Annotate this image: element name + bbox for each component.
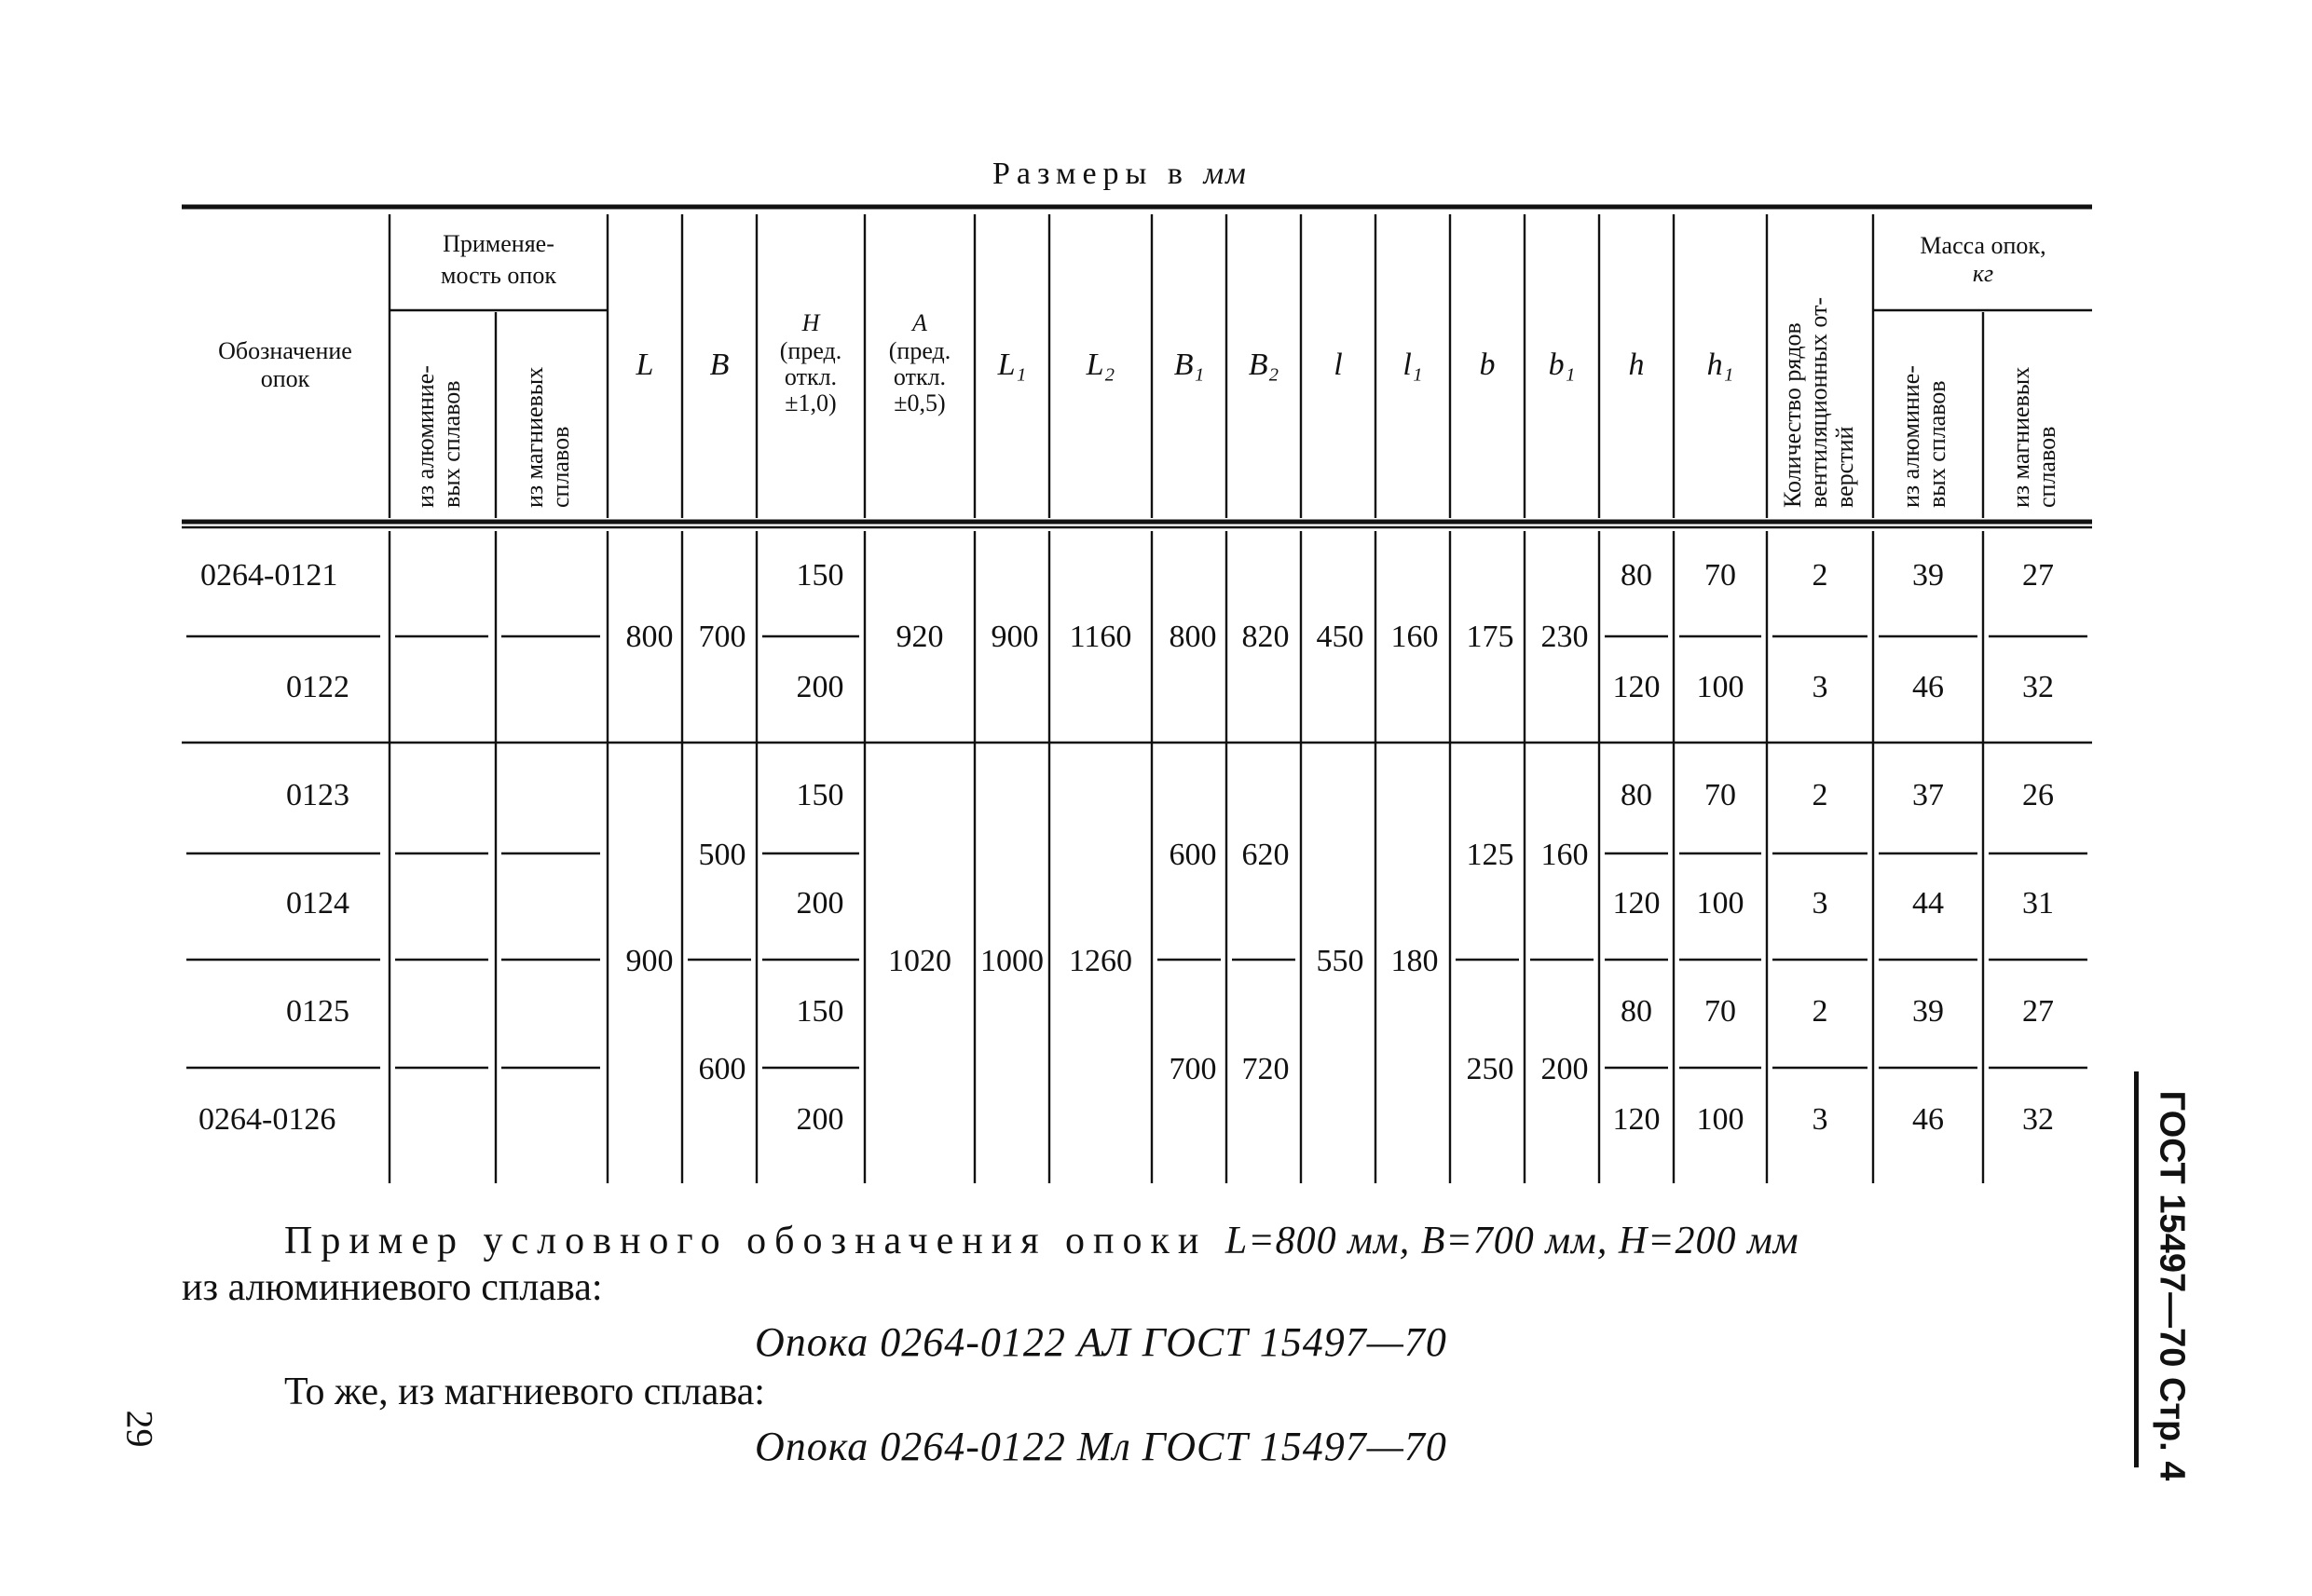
row-3-mass-mg: 31 [2022,886,2054,921]
row-5-mass-al: 46 [1912,1102,1944,1137]
row-0-h: 80 [1621,558,1652,593]
example-line-1 [284,1219,1799,1263]
row-0-h1: 70 [1704,558,1736,593]
g1-b1: 230 [1540,620,1589,654]
row-2-h: 80 [1621,778,1652,812]
hdr-h: h [1628,348,1645,382]
g1-L2: 1160 [1069,620,1132,654]
hdr-appl-mg-2: сплавов [547,426,574,508]
g2-L: 900 [625,944,674,978]
units-unit: мм [1203,157,1248,191]
row-2-mass-al: 37 [1912,778,1944,812]
units-prefix: Размеры в [992,157,1189,191]
hdr-appl-mg-1: из магниевых [521,366,548,508]
example-intro: Пример условного обозначения опоки [284,1220,1208,1262]
hdr-mass-mg-1: из магниевых [2007,366,2034,508]
hdr-A: A [912,309,927,336]
side-standard-label: ГОСТ 15497—70 Стр. 4 [2152,1090,2192,1481]
g1-L1: 900 [991,620,1039,654]
hdr-mass-al-2: вых сплавов [1923,380,1950,508]
row-4-vent: 2 [1812,994,1828,1029]
hdr-designation-2: опок [260,365,310,392]
row-3-h: 120 [1612,886,1661,921]
hdr-A-2: (пред. [888,337,951,364]
row-0-mass-mg: 27 [2022,558,2054,593]
hdr-A-4: ±0,5) [894,389,946,416]
hdr-applicability-1: Применяе- [443,230,554,257]
hdr-B2: B₂ [1248,348,1279,382]
g1-B1: 800 [1169,620,1217,654]
hdr-mass-1: Масса опок, [1920,232,2046,259]
hdr-H-4: ±1,0) [785,389,837,416]
example-line-2: То же, из магниевого сплава: [284,1371,765,1413]
g2-B-b: 600 [698,1052,746,1086]
hdr-l1: l₁ [1402,348,1423,382]
page-number: 29 [118,1410,161,1448]
hdr-h1: h₁ [1706,348,1734,382]
hdr-L: L [636,348,654,382]
side-rule [2134,1071,2139,1467]
row-5-h1: 100 [1696,1102,1744,1137]
hdr-mass-mg-2: сплавов [2033,426,2060,508]
g1-B: 700 [698,620,746,654]
row-1-h1: 100 [1696,670,1744,704]
row-5-vent: 3 [1812,1102,1828,1137]
row-3-mass-al: 44 [1912,886,1944,921]
hdr-L1: L₁ [997,348,1027,382]
g1-A: 920 [896,620,944,654]
row-4-designation: 0125 [286,994,349,1029]
g2-L1: 1000 [980,944,1044,978]
example-params: L=800 мм, B=700 мм, H=200 мм [1224,1220,1799,1262]
g2-l: 550 [1316,944,1364,978]
hdr-H-2: (пред. [779,337,842,364]
g1-L: 800 [625,620,674,654]
row-1-designation: 0122 [286,670,349,704]
g1-l: 450 [1316,620,1364,654]
row-4-mass-al: 39 [1912,994,1944,1029]
row-2-mass-mg: 26 [2022,778,2054,812]
g2-l1: 180 [1390,944,1439,978]
row-0-vent: 2 [1812,558,1828,593]
g2-L2: 1260 [1069,944,1132,978]
row-3-designation: 0124 [286,886,349,921]
example-line-1b: из алюминиевого сплава: [182,1266,603,1309]
example-code-al: Опока 0264-0122 АЛ ГОСТ 15497—70 [755,1319,1447,1365]
row-0-designation: 0264-0121 [200,558,338,593]
example-code-mg: Опока 0264-0122 Мл ГОСТ 15497—70 [755,1424,1447,1469]
g2-B-a: 500 [698,838,746,872]
row-1-h: 120 [1612,670,1661,704]
row-2-H: 150 [796,778,844,812]
hdr-b1: b₁ [1548,348,1576,382]
row-2-h1: 70 [1704,778,1736,812]
hdr-l: l [1334,348,1343,382]
row-1-H: 200 [796,670,844,704]
row-3-h1: 100 [1696,886,1744,921]
row-4-H: 150 [796,994,844,1029]
g2-B1-a: 600 [1169,838,1217,872]
g2-A: 1020 [888,944,951,978]
header-labels [218,230,2060,508]
g2-B1-b: 700 [1169,1052,1217,1086]
g2-b1-a: 160 [1540,838,1589,872]
row-3-vent: 3 [1812,886,1828,921]
hdr-A-3: откл. [893,363,947,390]
row-2-designation: 0123 [286,778,349,812]
row-4-h: 80 [1621,994,1652,1029]
row-1-mass-mg: 32 [2022,670,2054,704]
row-2-vent: 2 [1812,778,1828,812]
row-5-h: 120 [1612,1102,1661,1137]
g1-b: 175 [1466,620,1514,654]
hdr-vent-2: вентиляционных от- [1805,296,1832,508]
g2-B2-b: 720 [1241,1052,1290,1086]
g2-b1-b: 200 [1540,1052,1589,1086]
row-4-mass-mg: 27 [2022,994,2054,1029]
g1-B2: 820 [1241,620,1290,654]
hdr-appl-al-2: вых сплавов [438,380,465,508]
hdr-mass-2: кг [1972,260,1994,287]
row-5-H: 200 [796,1102,844,1137]
row-1-vent: 3 [1812,670,1828,704]
row-5-designation: 0264-0126 [198,1102,336,1137]
hdr-mass-al-1: из алюминие- [1897,365,1924,508]
row-5-mass-mg: 32 [2022,1102,2054,1137]
hdr-b: b [1479,348,1496,382]
hdr-B: B [709,348,730,382]
row-0-mass-al: 39 [1912,558,1944,593]
hdr-B1: B₁ [1173,348,1205,382]
hdr-H: H [801,309,820,336]
row-1-mass-al: 46 [1912,670,1944,704]
row-separators [182,636,2092,1068]
row-3-H: 200 [796,886,844,921]
hdr-appl-al-1: из алюминие- [412,365,439,508]
row-0-H: 150 [796,558,844,593]
g1-l1: 160 [1390,620,1439,654]
hdr-H-3: откл. [784,363,838,390]
g2-B2-a: 620 [1241,838,1290,872]
hdr-vent-1: Количество рядов [1779,322,1806,508]
hdr-vent-3: верстий [1831,426,1858,508]
g2-b-b: 250 [1466,1052,1514,1086]
hdr-designation-1: Обозначение [218,337,352,364]
group2-cells [626,838,1589,1086]
row-4-h1: 70 [1704,994,1736,1029]
hdr-applicability-2: мость опок [441,262,556,289]
hdr-L2: L₂ [1086,348,1115,382]
g2-b-a: 125 [1466,838,1514,872]
